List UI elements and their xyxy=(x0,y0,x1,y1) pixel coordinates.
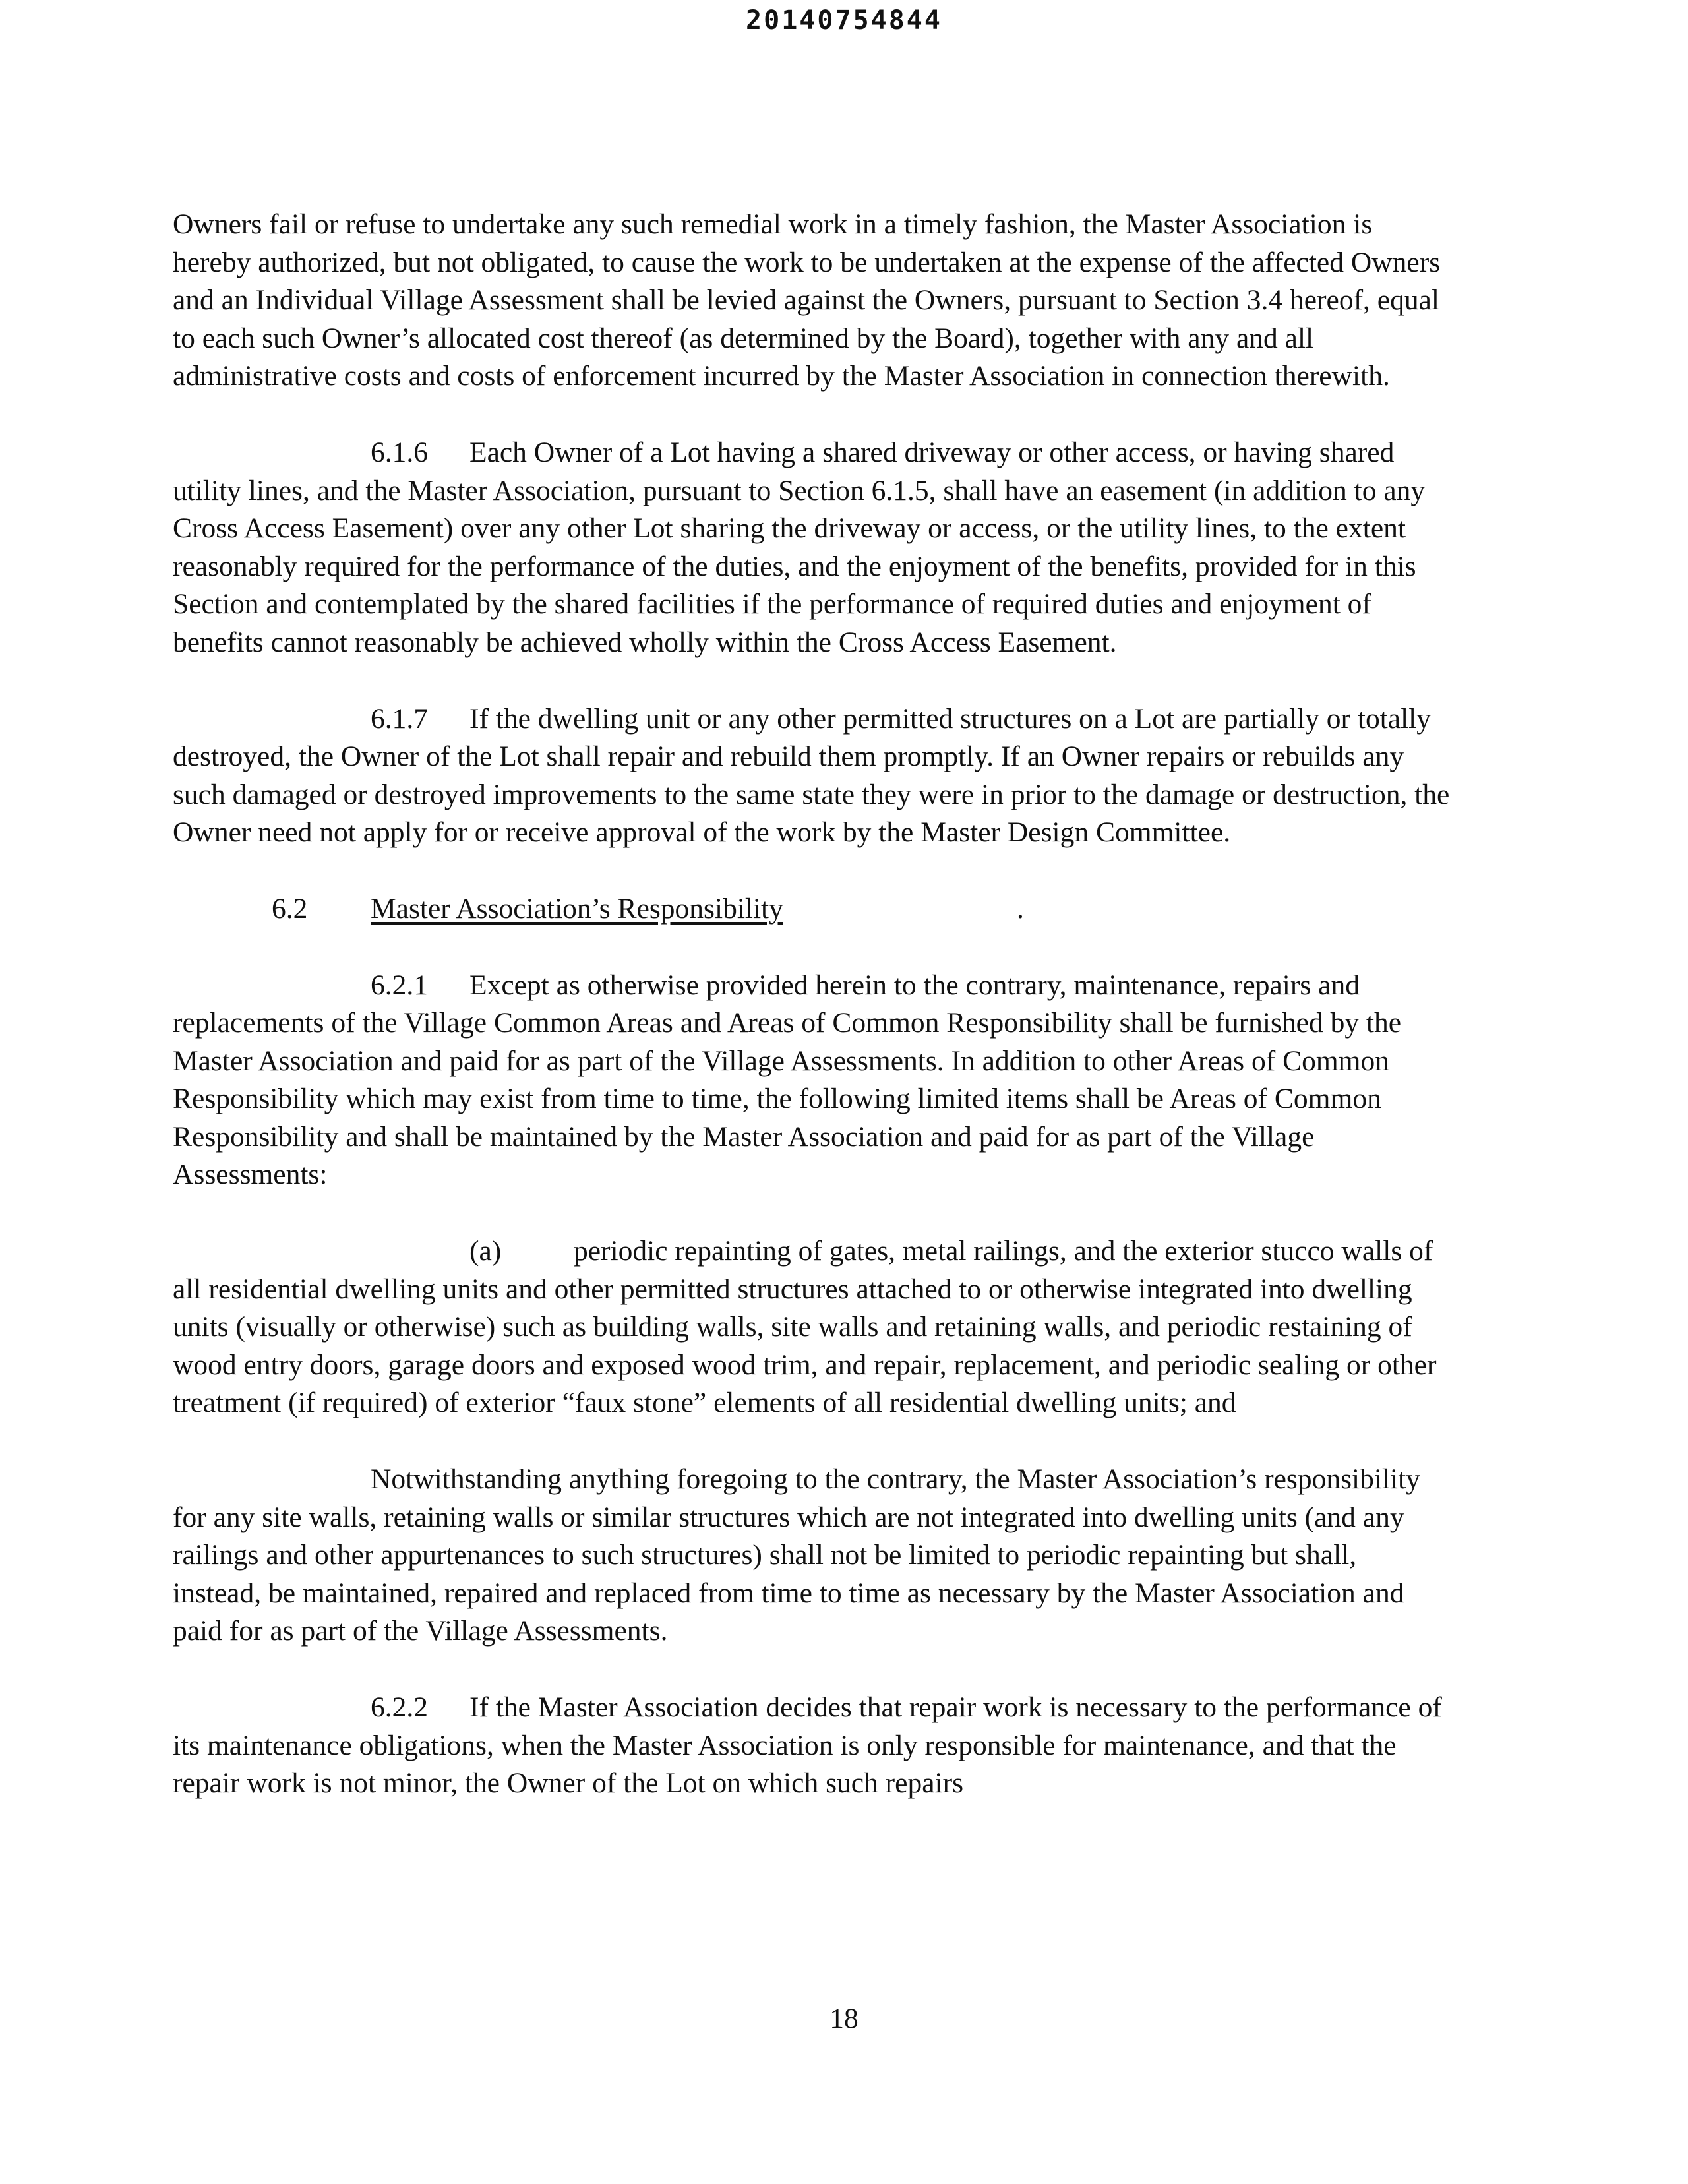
section-title xyxy=(371,890,783,928)
section-title-text: Master Association’s Responsibility xyxy=(371,892,783,925)
section-text: If the Master Association decides that repair work is necessary to the performance of its maintenance obligations, when the Master Association is only responsible for maintenance, and that the repair work is not minor, the Owner of the Lot on which such repairs xyxy=(173,1691,1442,1800)
list-item-a xyxy=(173,1232,1452,1422)
section-6-1-6 xyxy=(173,434,1452,662)
section-title-period: . xyxy=(1017,892,1024,925)
section-text: Except as otherwise provided herein to the contrary, maintenance, repairs and replacements of the Village Common Areas and Areas of Common Responsibility shall be furnished by the Master Association and paid for as part of the Village Assessments. In addition to other Areas of Common Responsibility which may exist from time to time, the following limited items shall be Areas of Common Responsibility and shall be maintained by the Master Association and paid for as part of the Village Assessments: xyxy=(173,969,1402,1191)
section-number: 6.1.7 xyxy=(371,702,428,735)
section-6-2-1 xyxy=(173,967,1452,1195)
section-6-2-2 xyxy=(173,1689,1452,1803)
notwithstanding-paragraph: Notwithstanding anything foregoing to the contrary, the Master Association’s responsibility for any site walls, retaining walls or similar structures which are not integrated into dwelling units (and any railings and other appurtenances to such structures) shall not be limited to periodic repainting but shall, instead, be maintained, repaired and replaced from time to time as necessary by the Master Association and paid for as part of the Village Assessments. xyxy=(173,1463,1420,1647)
document-number: 20140754844 xyxy=(746,5,942,36)
section-6-1-7 xyxy=(173,700,1452,852)
list-item-label: (a) xyxy=(469,1235,502,1267)
page-number: 18 xyxy=(829,2003,859,2034)
section-number: 6.1.6 xyxy=(371,436,428,468)
paragraph-continuation: Owners fail or refuse to undertake any such remedial work in a timely fashion, the Master Association is hereby authorized, but not obligated, to cause the work to be undertaken at the expense of the affected Owners and an Individual Village Assessment shall be levied against the Owners, pursuant to Section 3.4 hereof, equal to each such Owner’s allocated cost thereof (as determined by the Board), together with any and all administrative costs and costs of enforcement incurred by the Master Association in connection therewith. xyxy=(173,208,1441,392)
page-body xyxy=(173,206,1452,1841)
section-6-2-heading xyxy=(173,890,1452,928)
list-item-text: periodic repainting of gates, metal railings, and the exterior stucco walls of all residential dwelling units and other permitted structures attached to or otherwise integrated into dwelling units (visually or otherwise) such as building walls, site walls and retaining walls, and periodic restaining of wood entry doors, garage doors and exposed wood trim, and repair, replacement, and periodic sealing or other treatment (if required) of exterior “faux stone” elements of all residential dwelling units; and xyxy=(173,1235,1437,1419)
section-number: 6.2.1 xyxy=(371,969,428,1001)
section-text: If the dwelling unit or any other permitted structures on a Lot are partially or totally destroyed, the Owner of the Lot shall repair and rebuild them promptly. If an Owner repairs or rebuilds any such damaged or destroyed improvements to the same state they were in prior to the damage or destruction, the Owner need not apply for or receive approval of the work by the Master Design Committee. xyxy=(173,702,1450,849)
section-text: Each Owner of a Lot having a shared driveway or other access, or having shared utility lines, and the Master Association, pursuant to Section 6.1.5, shall have an easement (in addition to any Cross Access Easement) over any other Lot sharing the driveway or access, or the utility lines, to the extent reasonably required for the performance of the duties, and the enjoyment of the benefits, provided for in this Section and contemplated by the shared facilities if the performance of required duties and enjoyment of benefits cannot reasonably be achieved wholly within the Cross Access Easement. xyxy=(173,436,1426,658)
section-number: 6.2.2 xyxy=(371,1691,428,1723)
section-number: 6.2 xyxy=(272,892,308,925)
